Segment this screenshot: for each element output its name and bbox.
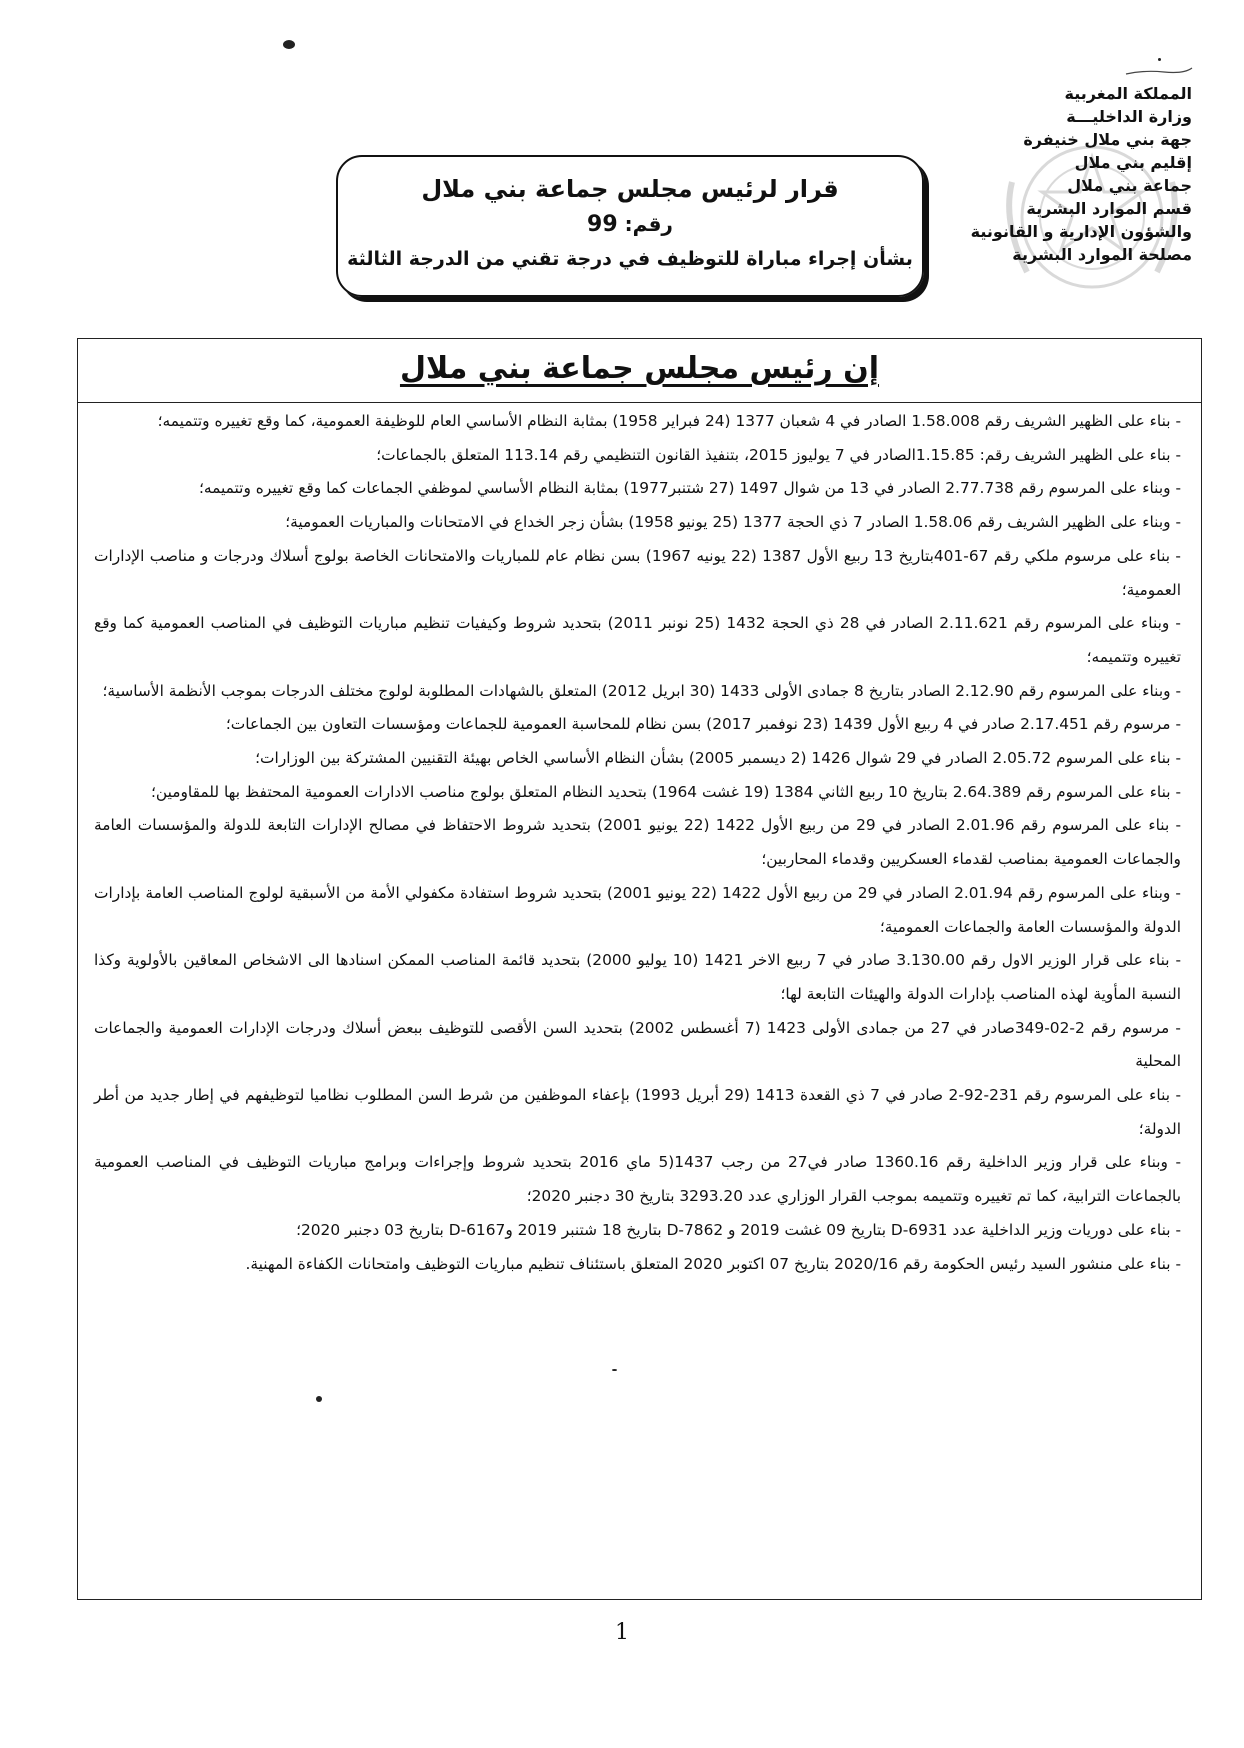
- clause-item: - بناء على الظهير الشريف رقم 1.58.008 الصادر في 4 شعبان 1377 (24 فبراير 1958) بمثابة النظام الأساسي العام للوظيفة العمومية، كما وقع تغييره وتتميمه؛: [94, 405, 1181, 439]
- clause-list: [78, 405, 1201, 1281]
- clause-item: - مرسوم رقم 2.17.451 صادر في 4 ربيع الأول 1439 (23 نوفمبر 2017) بسن نظام للمحاسبة العمومية للجماعات ومؤسسات التعاون بين الجماعات؛: [94, 708, 1181, 742]
- header-line-commune: جماعة بني ملال: [1067, 176, 1192, 195]
- pen-mark-icon: [1124, 62, 1194, 82]
- decision-title: قرار لرئيس مجلس جماعة بني ملال: [421, 175, 839, 203]
- clause-item: - بناء على المرسوم رقم 2.01.96 الصادر في 29 من ربيع الأول 1422 (22 يونيو 2001) بتحديد شروط الاحتفاظ في مصالح الإدارات التابعة للدولة والمؤسسات العامة والجماعات العمومية بمناصب لقدماء العسكريين وقدماء المحاربين؛: [94, 809, 1181, 876]
- clause-item: - وبناء على الظهير الشريف رقم 1.58.06 الصادر 7 ذي الحجة 1377 (25 يونيو 1958) بشأن زجر الخداع في الامتحانات والمباريات العمومية؛: [94, 506, 1181, 540]
- clause-item: - وبناء على المرسوم رقم 2.01.94 الصادر في 29 من ربيع الأول 1422 (22 يونيو 2001) بتحديد شروط استفادة مكفولي الأمة من الأسبقية لولوج المناصب العامة بإدارات الدولة والمؤسسات العامة والجماعات العمومية؛: [94, 877, 1181, 944]
- clause-item: - بناء على قرار الوزير الاول رقم 3.130.00 صادر في 7 ربيع الاخر 1421 (10 يوليو 2000) بتحديد قائمة المناصب الممكن اسنادها الى الاشخاص المعاقين بالأولوية وكذا النسبة المأوية لهذه المناصب بإدارات الدولة والهيئات التابعة لها؛: [94, 944, 1181, 1011]
- clause-item: - وبناء على قرار وزير الداخلية رقم 1360.16 صادر في27 من رجب 1437(5 ماي 2016 بتحديد شروط وإجراءات وبرامج مباريات التوظيف في المناصب العمومية بالجماعات الترابية، كما تم تغييره وتتميمه بموجب القرار الوزاري عدد 3293.20 بتاريخ 30 دجنبر 2020؛: [94, 1146, 1181, 1213]
- header-line-affairs: والشؤون الإدارية و القانونية: [970, 222, 1192, 241]
- scan-speck: [283, 40, 295, 49]
- decision-subject: بشأن إجراء مباراة للتوظيف في درجة تقني من الدرجة الثالثة: [347, 248, 913, 270]
- header-line-service: مصلحة الموارد البشرية: [1012, 245, 1192, 264]
- legal-references-frame: [77, 338, 1202, 1600]
- clause-item: - بناء على المرسوم رقم 231-92-2 صادر في 7 ذي القعدة 1413 (29 أبريل 1993) بإعفاء الموظفين من شرط السن المطلوب نظاميا لتوظيفهم في إطار جديد من أطر الدولة؛: [94, 1079, 1181, 1146]
- page-number: 1: [615, 1620, 629, 1645]
- clause-item: - بناء على الظهير الشريف رقم: 1.15.85الصادر في 7 يوليوز 2015، بتنفيذ القانون التنظيمي رقم 113.14 المتعلق بالجماعات؛: [94, 439, 1181, 473]
- header-line-kingdom: المملكة المغربية: [1064, 84, 1192, 103]
- clause-item: - بناء على دوريات وزير الداخلية عدد D-6931 بتاريخ 09 غشت 2019 و D-7862 بتاريخ 18 شتنبر 2019 وD-6167 بتاريخ 03 دجنبر 2020؛: [94, 1214, 1181, 1248]
- decision-number-label: رقم:: [624, 212, 673, 236]
- clause-item: - بناء على المرسوم 2.05.72 الصادر في 29 شوال 1426 (2 ديسمبر 2005) بشأن النظام الأساسي الخاص بهيئة التقنيين المشتركة بين الوزارات؛: [94, 742, 1181, 776]
- clause-item: - بناء على مرسوم ملكي رقم 67-401بتاريخ 13 ربيع الأول 1387 (22 يونيه 1967) بسن نظام عام للمباريات والامتحانات الخاصة بولوج أسلاك ودرجات و مناصب الإدارات العمومية؛: [94, 540, 1181, 607]
- decision-number: 99: [587, 212, 618, 237]
- clause-item: - بناء على منشور السيد رئيس الحكومة رقم 2020/16 بتاريخ 07 اكتوبر 2020 المتعلق باستئناف تنظيم مباريات التوظيف وامتحانات الكفاءة المهنية.: [94, 1248, 1181, 1282]
- decision-number-line: [338, 207, 922, 242]
- administrative-header: [970, 82, 1192, 266]
- header-line-province: إقليم بني ملال: [1074, 153, 1192, 172]
- clause-item: - مرسوم رقم 2-02-349صادر في 27 من جمادى الأولى 1423 (7 أغسطس 2002) بتحديد السن الأقصى للتوظيف ببعض أسلاك ودرجات الإدارات العمومية والجماعات المحلية: [94, 1012, 1181, 1079]
- clause-item: - وبناء على المرسوم رقم 2.77.738 الصادر في 13 من شوال 1497 (27 شتنبر1977) بمثابة النظام الأساسي لموظفي الجماعات كما وقع تغييره وتتميمه؛: [94, 472, 1181, 506]
- frame-heading: إن رئيس مجلس جماعة بني ملال: [399, 351, 880, 386]
- clause-item: - بناء على المرسوم رقم 2.64.389 بتاريخ 10 ربيع الثاني 1384 (19 غشت 1964) بتحديد النظام المتعلق بولوج مناصب الادارات العمومية المحتفظ بها للمقاومين؛: [94, 776, 1181, 810]
- header-line-division: قسم الموارد البشرية: [1026, 199, 1192, 218]
- header-line-region: جهة بني ملال خنيفرة: [1023, 130, 1192, 149]
- scan-speck: [1158, 58, 1161, 61]
- header-line-ministry: وزارة الداخليـــة: [1066, 107, 1192, 126]
- decision-title-box: [336, 155, 924, 297]
- clause-item: - وبناء على المرسوم رقم 2.11.621 الصادر في 28 ذي الحجة 1432 (25 نونبر 2011) بتحديد شروط وكيفيات تنظيم مباريات التوظيف في المناصب العمومية كما وقع تغييره وتتميمه؛: [94, 607, 1181, 674]
- clause-item: - وبناء على المرسوم رقم 2.12.90 الصادر بتاريخ 8 جمادى الأولى 1433 (30 ابريل 2012) المتعلق بالشهادات المطلوبة لولوج مختلف الدرجات بموجب الأنظمة الأساسية؛: [94, 675, 1181, 709]
- frame-heading-row: [78, 339, 1201, 403]
